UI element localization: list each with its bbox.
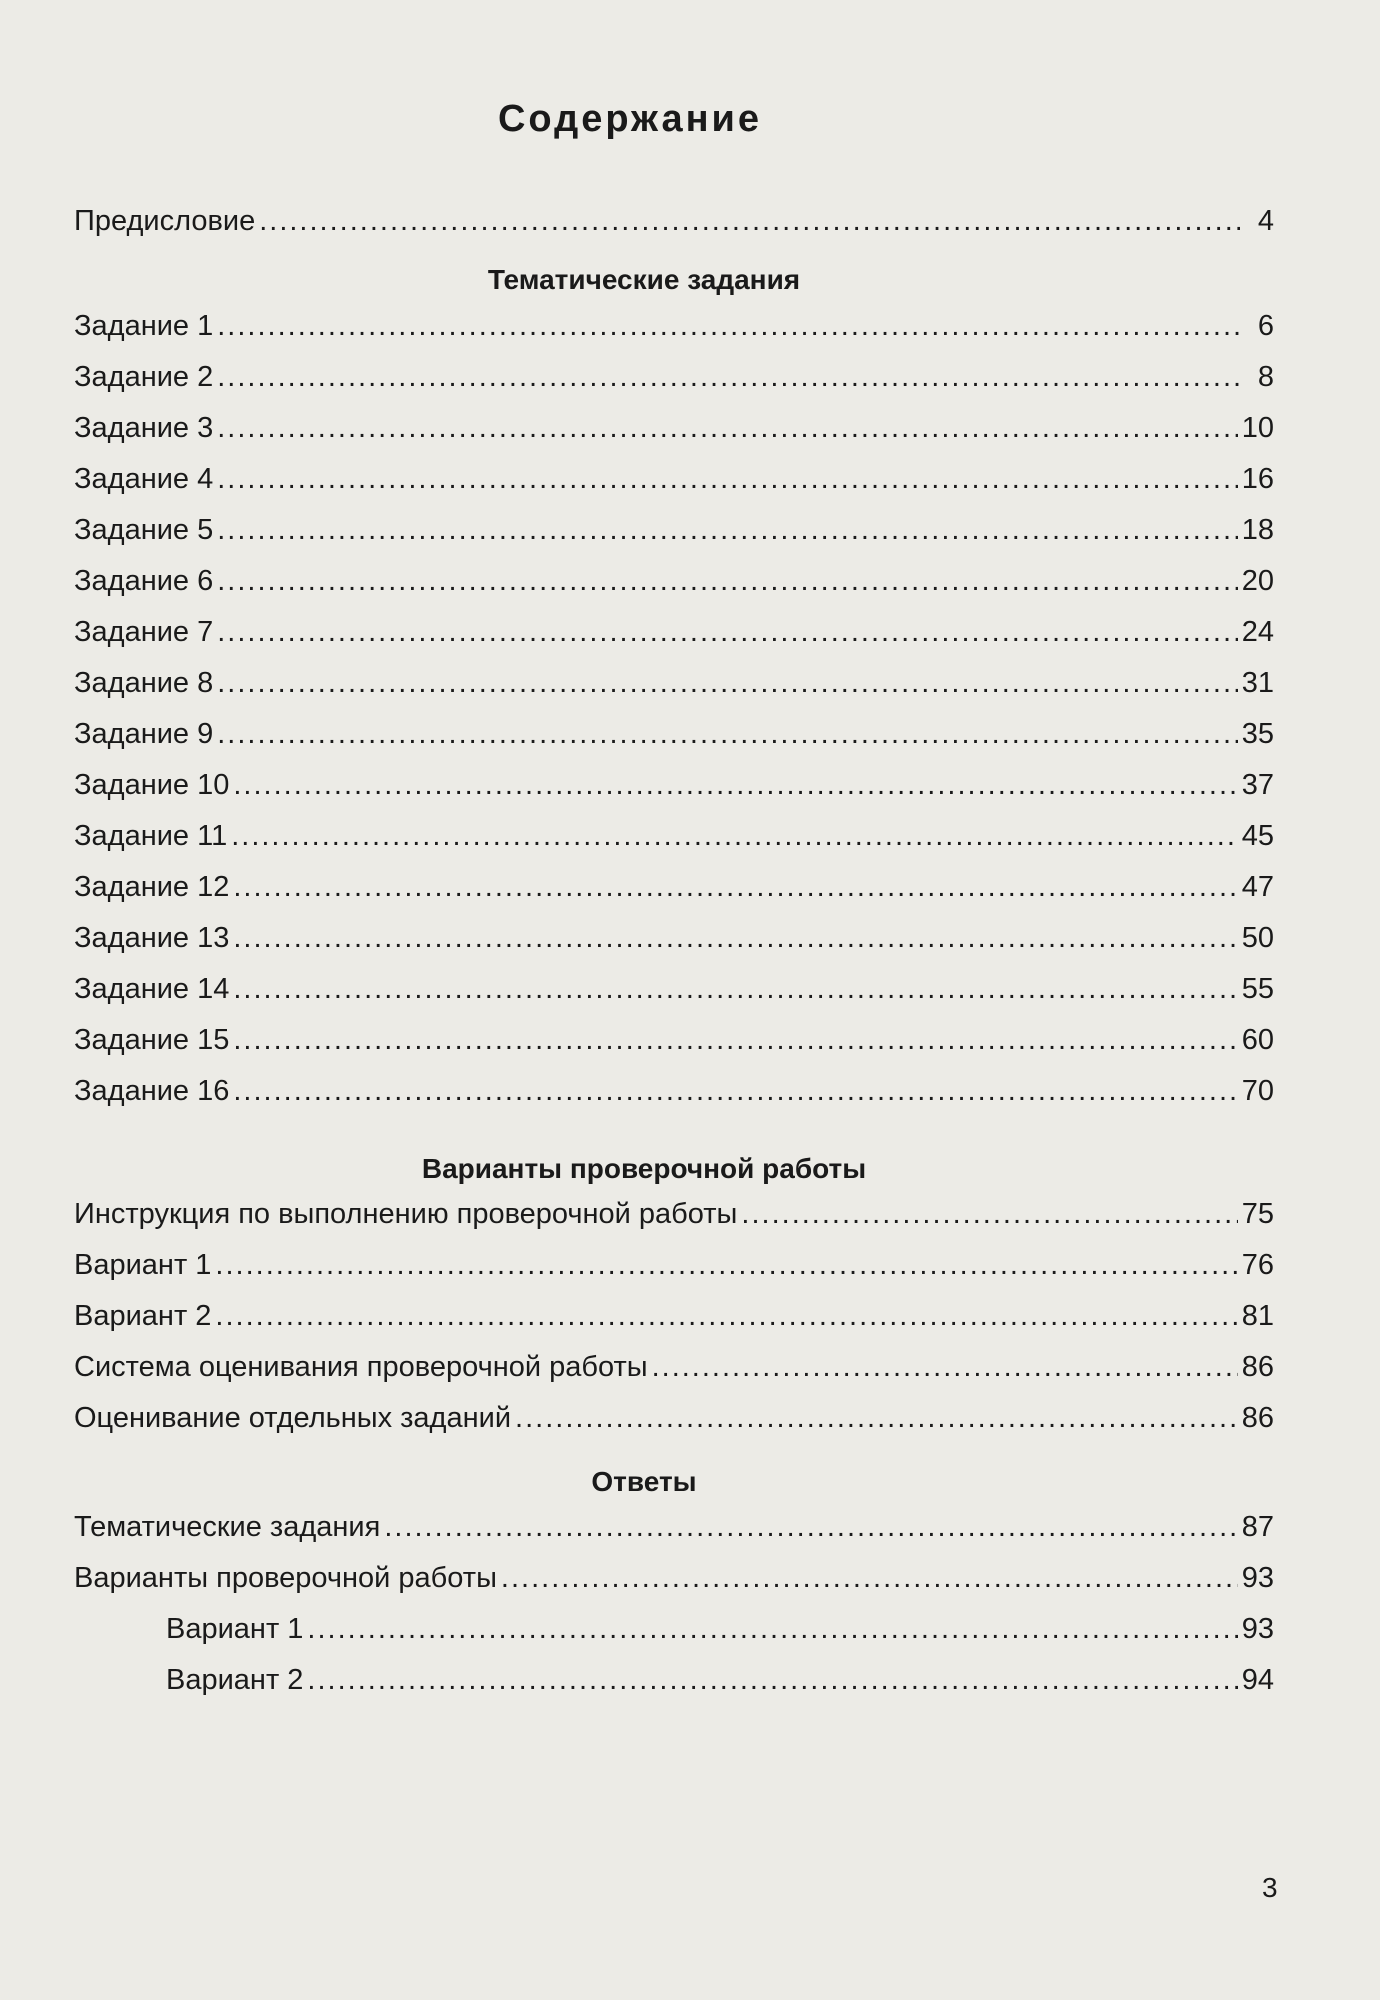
toc-entry-page: 87 bbox=[1241, 1511, 1274, 1543]
leader-dots bbox=[217, 718, 1238, 751]
leader-dots bbox=[259, 205, 1240, 238]
toc-entry bbox=[74, 1249, 1274, 1300]
toc-entry bbox=[74, 565, 1274, 616]
leader-dots bbox=[231, 820, 1238, 853]
toc-entry-page: 70 bbox=[1241, 1075, 1274, 1107]
toc-entry-page: 45 bbox=[1241, 820, 1274, 852]
toc-entry-label: Инструкция по выполнению проверочной работы bbox=[74, 1198, 738, 1230]
toc-entry-label: Задание 16 bbox=[74, 1075, 230, 1107]
toc-entry-page: 76 bbox=[1241, 1249, 1274, 1281]
toc-entry-label: Задание 4 bbox=[74, 463, 214, 495]
toc-entry bbox=[74, 412, 1274, 463]
toc-entry-page: 20 bbox=[1241, 565, 1274, 597]
section-heading-variants: Варианты проверочной работы bbox=[421, 1153, 867, 1184]
table-of-contents bbox=[74, 205, 1274, 1715]
leader-dots bbox=[233, 973, 1237, 1006]
toc-entry-label: Задание 15 bbox=[74, 1024, 230, 1056]
toc-entry-label: Оценивание отдельных заданий bbox=[74, 1402, 512, 1434]
toc-entry bbox=[74, 514, 1274, 565]
toc-entry-label: Варианты проверочной работы bbox=[74, 1562, 497, 1594]
toc-entry-page: 4 bbox=[1257, 205, 1274, 237]
toc-entry-label: Задание 6 bbox=[74, 565, 214, 597]
leader-dots bbox=[233, 922, 1237, 955]
toc-entry-label: Задание 14 bbox=[74, 973, 230, 1005]
toc-entry bbox=[74, 1300, 1274, 1351]
toc-entry bbox=[74, 616, 1274, 667]
leader-dots bbox=[217, 310, 1240, 343]
toc-entry-page: 55 bbox=[1241, 973, 1274, 1005]
toc-entry-page: 35 bbox=[1241, 718, 1274, 750]
leader-dots bbox=[233, 769, 1237, 802]
toc-entry-label: Вариант 2 bbox=[166, 1664, 304, 1696]
toc-entry bbox=[74, 769, 1274, 820]
toc-entry-page: 24 bbox=[1241, 616, 1274, 648]
toc-entry-page: 60 bbox=[1241, 1024, 1274, 1056]
toc-entry bbox=[74, 922, 1274, 973]
toc-entry bbox=[74, 310, 1274, 361]
leader-dots bbox=[384, 1511, 1237, 1544]
toc-entry-sub bbox=[74, 1664, 1274, 1715]
toc-entry-label: Задание 10 bbox=[74, 769, 230, 801]
toc-entry bbox=[74, 1562, 1274, 1613]
toc-entry-sub bbox=[74, 1613, 1274, 1664]
toc-entry-page: 81 bbox=[1241, 1300, 1274, 1332]
leader-dots bbox=[233, 871, 1237, 904]
toc-entry bbox=[74, 1024, 1274, 1075]
page-title: Содержание bbox=[497, 98, 763, 140]
leader-dots bbox=[501, 1562, 1238, 1595]
leader-dots bbox=[233, 1024, 1237, 1057]
leader-dots bbox=[652, 1351, 1238, 1384]
toc-entry-page: 47 bbox=[1241, 871, 1274, 903]
toc-entry-label: Тематические задания bbox=[74, 1511, 381, 1543]
leader-dots bbox=[217, 565, 1238, 598]
toc-entry-label: Задание 13 bbox=[74, 922, 230, 954]
toc-entry-page: 10 bbox=[1241, 412, 1274, 444]
leader-dots bbox=[307, 1664, 1237, 1697]
toc-entry-label: Задание 12 bbox=[74, 871, 230, 903]
toc-entry-page: 18 bbox=[1241, 514, 1274, 546]
leader-dots bbox=[741, 1198, 1237, 1231]
toc-entry-label: Задание 5 bbox=[74, 514, 214, 546]
toc-entry-label: Задание 11 bbox=[74, 820, 228, 852]
toc-entry-label: Вариант 2 bbox=[74, 1300, 212, 1332]
toc-entry-page: 31 bbox=[1241, 667, 1274, 699]
toc-entry-label: Вариант 1 bbox=[166, 1613, 304, 1645]
leader-dots bbox=[215, 1300, 1237, 1333]
toc-entry-page: 86 bbox=[1241, 1351, 1274, 1383]
leader-dots bbox=[515, 1402, 1238, 1435]
leader-dots bbox=[217, 412, 1238, 445]
toc-entry bbox=[74, 1351, 1274, 1402]
toc-entry-page: 50 bbox=[1241, 922, 1274, 954]
leader-dots bbox=[217, 667, 1238, 700]
toc-entry bbox=[74, 718, 1274, 769]
toc-entry-page: 16 bbox=[1241, 463, 1274, 495]
toc-entry bbox=[74, 1075, 1274, 1126]
leader-dots bbox=[217, 463, 1238, 496]
page-number: 3 bbox=[1262, 1872, 1278, 1903]
leader-dots bbox=[215, 1249, 1237, 1282]
toc-entry bbox=[74, 1198, 1274, 1249]
toc-entry-label: Задание 9 bbox=[74, 718, 214, 750]
toc-entry-label: Задание 7 bbox=[74, 616, 214, 648]
section-heading-thematic: Тематические задания bbox=[487, 264, 801, 295]
toc-entry bbox=[74, 361, 1274, 412]
toc-entry-page: 75 bbox=[1241, 1198, 1274, 1230]
toc-entry-page: 86 bbox=[1241, 1402, 1274, 1434]
toc-entry-label: Вариант 1 bbox=[74, 1249, 212, 1281]
toc-entry bbox=[74, 820, 1274, 871]
toc-entry-page: 93 bbox=[1241, 1562, 1274, 1594]
toc-entry bbox=[74, 1402, 1274, 1453]
toc-entry bbox=[74, 871, 1274, 922]
toc-entry-page: 6 bbox=[1257, 310, 1274, 342]
leader-dots bbox=[217, 616, 1238, 649]
toc-entry bbox=[74, 667, 1274, 718]
toc-entry-preface bbox=[74, 205, 1274, 256]
toc-entry-label: Задание 2 bbox=[74, 361, 214, 393]
leader-dots bbox=[217, 514, 1238, 547]
section-heading-answers: Ответы bbox=[591, 1466, 697, 1497]
toc-entry bbox=[74, 973, 1274, 1024]
leader-dots bbox=[307, 1613, 1237, 1646]
toc-entry bbox=[74, 463, 1274, 514]
toc-entry-page: 37 bbox=[1241, 769, 1274, 801]
toc-entry-page: 94 bbox=[1241, 1664, 1274, 1696]
toc-entry-label: Система оценивания проверочной работы bbox=[74, 1351, 648, 1383]
toc-entry-label: Предисловие bbox=[74, 205, 256, 237]
toc-entry-page: 93 bbox=[1241, 1613, 1274, 1645]
toc-entry bbox=[74, 1511, 1274, 1562]
leader-dots bbox=[217, 361, 1240, 394]
toc-entry-page: 8 bbox=[1257, 361, 1274, 393]
toc-entry-label: Задание 8 bbox=[74, 667, 214, 699]
toc-entry-label: Задание 1 bbox=[74, 310, 214, 342]
toc-entry-label: Задание 3 bbox=[74, 412, 214, 444]
leader-dots bbox=[233, 1075, 1237, 1108]
